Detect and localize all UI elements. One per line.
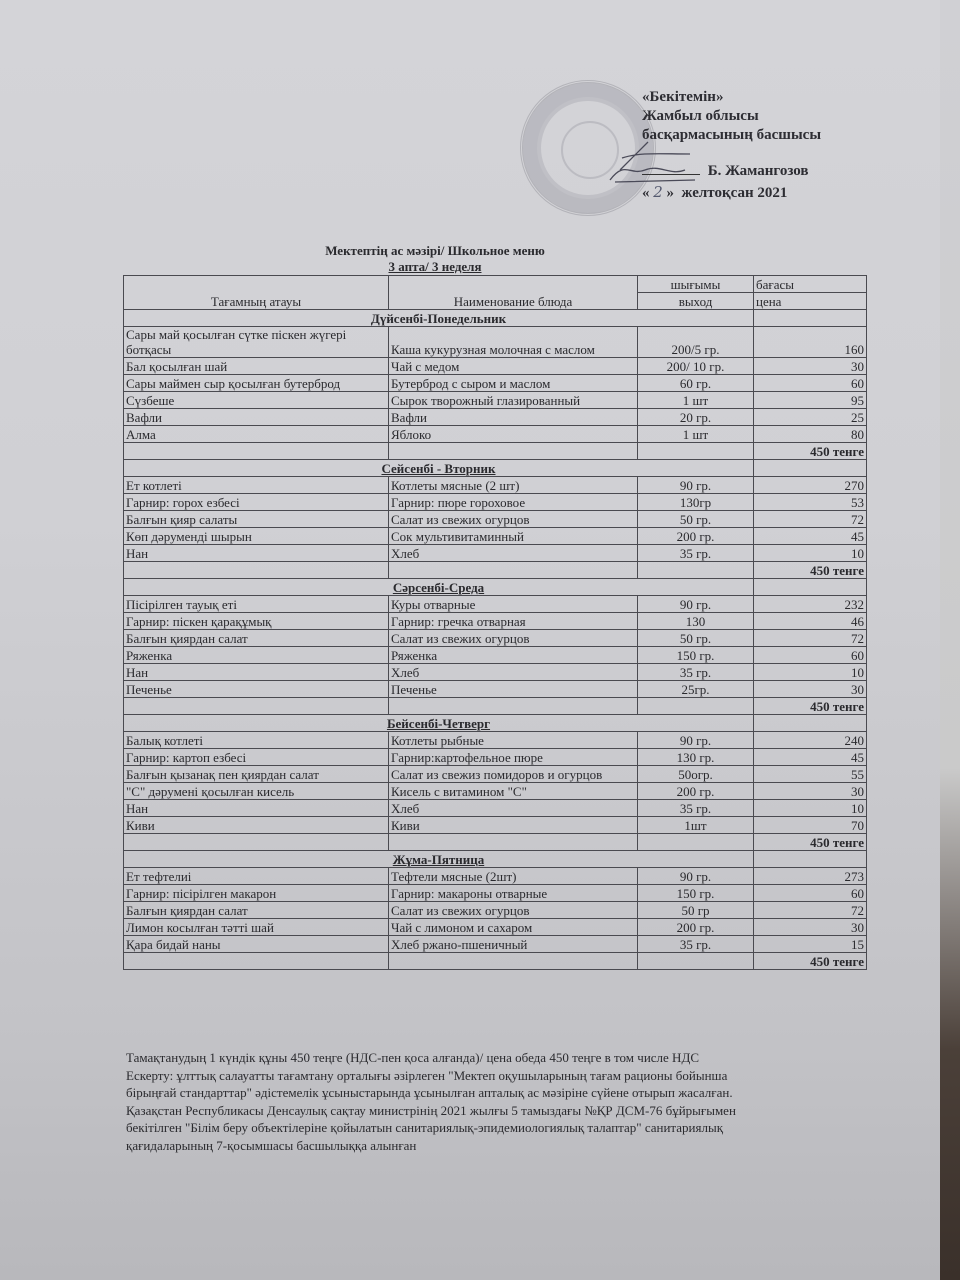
dish-name-kz: Вафли (124, 409, 389, 426)
dish-name-ru: Гарнир:картофельное пюре (389, 749, 638, 766)
menu-item-row (124, 749, 867, 766)
dish-name-ru: Салат из свежих огурцов (389, 511, 638, 528)
signature-underline (642, 174, 700, 175)
dish-name-kz: Киви (124, 817, 389, 834)
menu-item-row (124, 817, 867, 834)
dish-output: 130 (638, 613, 754, 630)
menu-item-row (124, 477, 867, 494)
dish-output: 50 гр. (638, 630, 754, 647)
approval-block (642, 88, 821, 145)
dish-price: 80 (754, 426, 867, 443)
dish-price: 72 (754, 902, 867, 919)
header-output-ru: выход (638, 293, 754, 310)
dish-name-kz: Гарнир: піскен қарақұмық (124, 613, 389, 630)
dish-name-ru: Бутерброд с сыром и маслом (389, 375, 638, 392)
empty-cell (638, 562, 754, 579)
dish-name-kz: Пісірілген тауық еті (124, 596, 389, 613)
dish-name-ru: Кисель с витамином "С" (389, 783, 638, 800)
footnotes (126, 1049, 916, 1154)
menu-item-row (124, 375, 867, 392)
dish-output: 1шт (638, 817, 754, 834)
dish-output: 35 гр. (638, 545, 754, 562)
menu-item-row (124, 800, 867, 817)
day-title-cell (124, 460, 754, 477)
day-title: Сейсенбі - Вторник (381, 461, 496, 476)
date-quote-open: « (642, 185, 650, 201)
empty-cell (638, 953, 754, 970)
day-title-price-cell (754, 851, 867, 868)
empty-cell (124, 698, 389, 715)
dish-output: 35 гр. (638, 800, 754, 817)
dish-output: 200 гр. (638, 783, 754, 800)
table-header-row (124, 276, 867, 293)
menu-item-row (124, 327, 867, 358)
empty-cell (638, 443, 754, 460)
menu-item-row (124, 392, 867, 409)
dish-name-kz: Көп дәрумендi шырын (124, 528, 389, 545)
menu-item-row (124, 528, 867, 545)
approval-heading: «Бекітемін» (642, 89, 724, 105)
menu-item-row (124, 511, 867, 528)
menu-table (123, 275, 867, 970)
menu-item-row (124, 868, 867, 885)
day-header-row (124, 851, 867, 868)
menu-week (0, 259, 870, 275)
day-title: Дүйсенбі-Понедельник (370, 311, 507, 326)
dish-name-kz: Печенье (124, 681, 389, 698)
dish-name-ru: Чай с медом (389, 358, 638, 375)
empty-cell (389, 443, 638, 460)
dish-name-ru: Киви (389, 817, 638, 834)
day-header-row (124, 715, 867, 732)
dish-name-ru: Печенье (389, 681, 638, 698)
menu-item-row (124, 494, 867, 511)
date-day-handwritten: 2 (653, 183, 663, 201)
dish-price: 10 (754, 800, 867, 817)
menu-week-text: 3 апта/ 3 неделя (388, 259, 482, 274)
dish-name-kz: Ет тефтелиі (124, 868, 389, 885)
dish-output: 130 гр. (638, 749, 754, 766)
dish-output: 200 гр. (638, 528, 754, 545)
day-title-price-cell (754, 715, 867, 732)
day-title: Бейсенбі-Четверг (386, 716, 491, 731)
menu-item-row (124, 919, 867, 936)
menu-item-row (124, 732, 867, 749)
menu-item-row (124, 766, 867, 783)
dish-price: 10 (754, 664, 867, 681)
dish-price: 270 (754, 477, 867, 494)
dish-name-kz: Нан (124, 664, 389, 681)
dish-price: 160 (754, 327, 867, 358)
dish-price: 10 (754, 545, 867, 562)
day-title-cell (124, 310, 754, 327)
day-total-price: 450 тенге (754, 953, 867, 970)
header-output-kz: шығымы (638, 276, 754, 293)
dish-output: 200 гр. (638, 919, 754, 936)
dish-output: 90 гр. (638, 477, 754, 494)
dish-name-ru: Вафли (389, 409, 638, 426)
dish-output: 150 гр. (638, 647, 754, 664)
day-title: Сәрсенбі-Среда (392, 580, 485, 595)
empty-cell (638, 834, 754, 851)
dish-name-kz-line1: Сары май қосылған сүтке піскен жүгері (126, 327, 347, 342)
day-title-price-cell (754, 579, 867, 596)
dish-name-ru: Каша кукурузная молочная с маслом (389, 327, 638, 358)
day-title-cell (124, 715, 754, 732)
dish-price: 232 (754, 596, 867, 613)
footnote-line: қағидаларының 7-қосымшасы басшылыққа алынған (126, 1137, 417, 1153)
dish-name-ru: Хлеб ржано-пшеничный (389, 936, 638, 953)
dish-name-kz: Гарнир: картоп езбесі (124, 749, 389, 766)
dish-name-ru: Котлеты рыбные (389, 732, 638, 749)
dish-name-ru: Сырок творожный глазированный (389, 392, 638, 409)
dish-price: 30 (754, 358, 867, 375)
dish-name-ru: Хлеб (389, 800, 638, 817)
dish-name-ru: Куры отварные (389, 596, 638, 613)
menu-item-row (124, 545, 867, 562)
dish-price: 46 (754, 613, 867, 630)
dish-name-kz-line2: ботқасы (126, 342, 172, 357)
dish-name-kz: Балғын қызанақ пен қиярдан салат (124, 766, 389, 783)
dish-name-kz: Ет котлеті (124, 477, 389, 494)
empty-cell (124, 834, 389, 851)
menu-item-row (124, 613, 867, 630)
dish-price: 95 (754, 392, 867, 409)
footnote-line: бекітілген "Білім беру объектілеріне қойылатын санитариялық-эпидемиологиялық талаптар" санитариялық (126, 1120, 724, 1135)
date-month-year: желтоқсан 2021 (681, 185, 788, 201)
dish-price: 60 (754, 647, 867, 664)
day-total-price: 450 тенге (754, 698, 867, 715)
dish-name-ru: Салат из свежих огурцов (389, 902, 638, 919)
dish-price: 60 (754, 885, 867, 902)
dish-name-ru: Яблоко (389, 426, 638, 443)
dish-output: 200/5 гр. (638, 327, 754, 358)
menu-item-row (124, 936, 867, 953)
empty-cell (389, 953, 638, 970)
dish-output: 60 гр. (638, 375, 754, 392)
dish-price: 30 (754, 919, 867, 936)
dish-name-kz: Нан (124, 800, 389, 817)
day-header-row (124, 579, 867, 596)
dish-output: 90 гр. (638, 868, 754, 885)
dish-output: 90 гр. (638, 732, 754, 749)
day-total-row (124, 443, 867, 460)
empty-cell (389, 834, 638, 851)
menu-item-row (124, 596, 867, 613)
signatory-name: Б. Жамангозов (707, 163, 809, 179)
dish-name-kz: Балық котлеті (124, 732, 389, 749)
approval-position: басқармасының басшысы (642, 127, 822, 143)
day-title-price-cell (754, 310, 867, 327)
date-quote-close: » (666, 185, 675, 201)
dish-output: 35 гр. (638, 664, 754, 681)
approval-date (642, 183, 787, 202)
dish-name-kz: Нан (124, 545, 389, 562)
menu-item-row (124, 647, 867, 664)
dish-price: 25 (754, 409, 867, 426)
footnote-line: Ескерту: ұлттық салауатты тағамтану орталығы әзірлеген "Мектеп оқушыларының тағам рационы бойынша (126, 1067, 728, 1083)
header-price-ru: цена (754, 293, 867, 310)
menu-item-row (124, 409, 867, 426)
dish-price: 53 (754, 494, 867, 511)
dish-name-ru: Хлеб (389, 545, 638, 562)
dish-output: 90 гр. (638, 596, 754, 613)
menu-title (0, 243, 870, 259)
dish-name-kz: Балғын қияр салаты (124, 511, 389, 528)
dish-name-ru: Гарнир: пюре гороховое (389, 494, 638, 511)
dish-name-kz: Гарнир: горох езбесі (124, 494, 389, 511)
menu-item-row (124, 902, 867, 919)
dish-output: 20 гр. (638, 409, 754, 426)
dish-name-kz: Сары маймен сыр қосылған бутерброд (124, 375, 389, 392)
dish-price: 55 (754, 766, 867, 783)
dish-output: 50 гр. (638, 511, 754, 528)
dish-output: 50огр. (638, 766, 754, 783)
empty-cell (124, 953, 389, 970)
day-title-price-cell (754, 460, 867, 477)
header-name-ru: Наименование блюда (389, 276, 638, 310)
dish-name-ru: Тефтели мясные (2шт) (389, 868, 638, 885)
dish-name-ru: Ряженка (389, 647, 638, 664)
header-name-kz: Тағамның атауы (124, 276, 389, 310)
day-total-price: 450 тенге (754, 834, 867, 851)
menu-item-row (124, 358, 867, 375)
dish-output: 50 гр (638, 902, 754, 919)
footnote-line: Тамақтанудың 1 күндік құны 450 теңге (НДС-пен қоса алғанда)/ цена обеда 450 теңге в том числе НДС (126, 1050, 699, 1065)
menu-item-row (124, 664, 867, 681)
dish-name-ru: Салат из свежиз помидоров и огурцов (389, 766, 638, 783)
dish-output: 130гр (638, 494, 754, 511)
dish-name-ru: Чай с лимоном и сахаром (389, 919, 638, 936)
dish-name-kz: Қара бидай наны (124, 936, 389, 953)
dish-output: 25гр. (638, 681, 754, 698)
dish-price: 45 (754, 528, 867, 545)
dish-name-kz: Ряженка (124, 647, 389, 664)
dish-output: 1 шт (638, 392, 754, 409)
day-total-row (124, 834, 867, 851)
dish-output: 35 гр. (638, 936, 754, 953)
dish-price: 60 (754, 375, 867, 392)
dish-price: 45 (754, 749, 867, 766)
dish-name-kz: Балғын қиярдан салат (124, 902, 389, 919)
footnote-line: бірыңғай стандарттар" әдістемелік ұсыныстарында ұсынылған апталық ас мәзіріне сүйене отырып жасалған. (126, 1085, 733, 1100)
empty-cell (124, 562, 389, 579)
dish-price: 30 (754, 783, 867, 800)
menu-item-row (124, 681, 867, 698)
day-total-row (124, 953, 867, 970)
menu-title-text: Мектептің ас мәзірі/ Школьное меню (325, 243, 545, 258)
footnote-line: Қазақстан Республикасы Денсаулық сақтау министрінің 2021 жылғы 5 тамыздағы №ҚР ДСМ-76 бұйрығымен (126, 1102, 736, 1118)
dish-name-ru: Сок мультивитаминный (389, 528, 638, 545)
dish-name-ru: Гарнир: гречка отварная (389, 613, 638, 630)
dish-price: 72 (754, 630, 867, 647)
dish-name-kz: Лимон косылған тәтті шай (124, 919, 389, 936)
dish-output: 1 шт (638, 426, 754, 443)
dish-name-ru: Гарнир: макароны отварные (389, 885, 638, 902)
menu-item-row (124, 885, 867, 902)
day-title-cell (124, 579, 754, 596)
dish-name-kz: Сүзбеше (124, 392, 389, 409)
dish-price: 70 (754, 817, 867, 834)
dish-name-kz: "С" дәрумені қосылған кисель (124, 783, 389, 800)
approval-region: Жамбыл облысы (642, 108, 759, 124)
day-total-price: 450 тенге (754, 443, 867, 460)
dish-name-ru: Хлеб (389, 664, 638, 681)
dish-price: 72 (754, 511, 867, 528)
day-header-row (124, 310, 867, 327)
dish-price: 240 (754, 732, 867, 749)
menu-item-row (124, 426, 867, 443)
day-title: Жұма-Пятница (392, 852, 485, 867)
dish-output: 200/ 10 гр. (638, 358, 754, 375)
dish-name-kz: Алма (124, 426, 389, 443)
dish-price: 273 (754, 868, 867, 885)
dish-name-kz: Бал қосылған шай (124, 358, 389, 375)
header-price-kz: бағасы (754, 276, 867, 293)
empty-cell (638, 698, 754, 715)
day-total-row (124, 698, 867, 715)
empty-cell (389, 698, 638, 715)
menu-item-row (124, 630, 867, 647)
dish-name-ru: Котлеты мясные (2 шт) (389, 477, 638, 494)
dish-name-kz (124, 327, 389, 358)
empty-cell (124, 443, 389, 460)
signatory-line (642, 163, 809, 180)
empty-cell (389, 562, 638, 579)
day-total-price: 450 тенге (754, 562, 867, 579)
dish-price: 30 (754, 681, 867, 698)
menu-item-row (124, 783, 867, 800)
day-total-row (124, 562, 867, 579)
dish-price: 15 (754, 936, 867, 953)
day-header-row (124, 460, 867, 477)
table-surface-edge (940, 0, 960, 1280)
dish-name-kz: Гарнир: пісірілген макарон (124, 885, 389, 902)
dish-name-kz: Балғын қиярдан салат (124, 630, 389, 647)
dish-name-ru: Салат из свежих огурцов (389, 630, 638, 647)
dish-output: 150 гр. (638, 885, 754, 902)
day-title-cell (124, 851, 754, 868)
